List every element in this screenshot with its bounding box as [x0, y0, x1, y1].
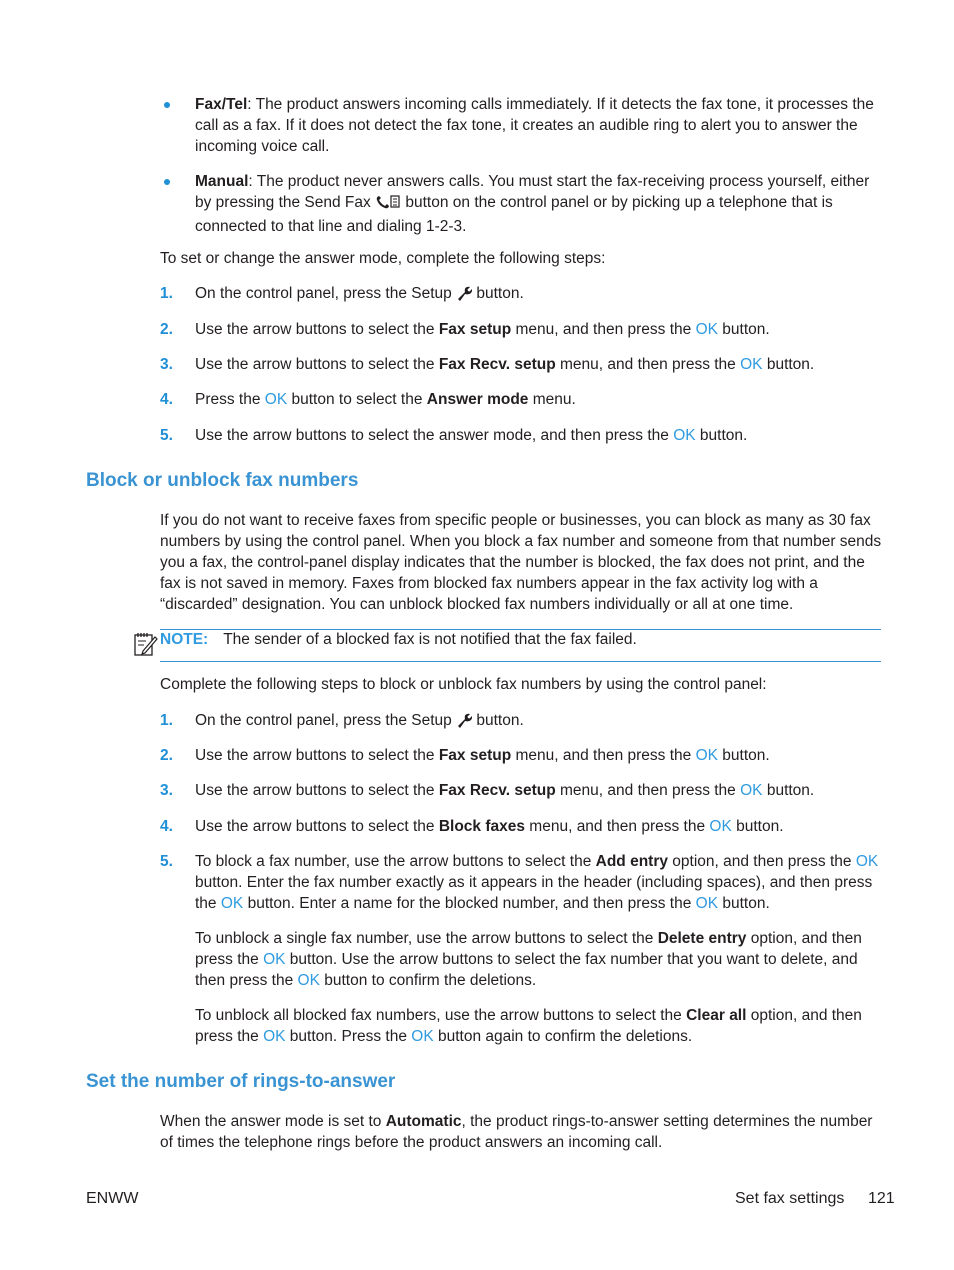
step-text: menu, and then press the: [511, 321, 696, 338]
step-text: button. Enter a name for the blocked number, and then press the: [243, 895, 696, 912]
ok-button-ref: OK: [709, 818, 732, 835]
step-item: [195, 780, 885, 801]
step-text: option, and then press the: [195, 1007, 862, 1045]
note-bottom-rule: [160, 661, 881, 662]
menu-name: Fax Recv. setup: [438, 782, 556, 799]
step-item: [195, 283, 885, 307]
note-text: The sender of a blocked fax is not notified that the fax failed.: [223, 631, 637, 648]
wrench-icon: [456, 712, 472, 734]
menu-name: Add entry: [595, 853, 668, 870]
step-text: button. Use the arrow buttons to select the fax number that you want to delete, and then press the: [195, 951, 858, 989]
note-label: NOTE:: [160, 631, 209, 648]
step-number: 5.: [160, 853, 173, 870]
step-text: button. Press the: [285, 1028, 412, 1045]
menu-name: Delete entry: [657, 930, 747, 947]
step-text: To unblock a single fax number, use the arrow buttons to select the: [195, 930, 658, 947]
note: [160, 629, 881, 650]
step-text: button again to confirm the deletions.: [433, 1028, 693, 1045]
menu-name: Fax setup: [438, 747, 512, 764]
bullet-manual: [195, 171, 885, 237]
menu-name: Fax Recv. setup: [438, 356, 556, 373]
step-text: button.: [718, 747, 770, 764]
ok-button-ref: OK: [264, 391, 288, 408]
bullet-text: button on the control panel or by picking up a telephone that is connected to that line and dialing 1-2-3.: [195, 194, 833, 235]
step-text: menu, and then press the: [555, 356, 741, 373]
ok-button-ref: OK: [855, 853, 879, 870]
step-number: 3.: [160, 356, 173, 373]
page-number: 121: [868, 1190, 895, 1207]
step-item: [195, 745, 885, 766]
para-text: , the product rings-to-answer setting determines the number of times the telephone rings before the product answers an incoming call.: [160, 1113, 873, 1151]
ok-button-ref: OK: [740, 356, 763, 373]
rings-paragraph: [160, 1111, 885, 1153]
ok-button-ref: OK: [220, 895, 244, 912]
step-number: 4.: [160, 818, 173, 835]
bullet-text: : The product answers incoming calls immediately. If it detects the fax tone, it processes the call as a fax. If it does not detect the fax tone, it creates an audible ring to alert you to answer the incoming voice call.: [195, 96, 874, 155]
step-item: [195, 389, 885, 410]
step-text: button.: [695, 427, 748, 444]
ok-button-ref: OK: [695, 747, 718, 764]
step-item: [195, 354, 885, 375]
step-number: 5.: [160, 427, 173, 444]
block-fax-paragraph: If you do not want to receive faxes from specific people or businesses, you can block as many as 30 fax numbers by using the control panel. When you block a fax number and someone from that number sends you a fax, the control-panel display indicates that the number is blocked, the fax does not print, and the fax is not saved in memory. Faxes from blocked fax numbers appear in the fax activity log with a “discarded” designation. You can unblock blocked fax numbers individually or all at one time.: [160, 512, 882, 613]
bullet-text: : The product never answers calls. You must start the fax-receiving process yourself, either by pressing the Send Fax: [195, 173, 870, 211]
ok-button-ref: OK: [740, 782, 763, 799]
step-text: button.: [472, 712, 524, 729]
menu-name: Fax setup: [438, 321, 512, 338]
step-sub-paragraph-delete: [195, 928, 885, 991]
step-text: menu, and then press the: [555, 782, 741, 799]
footer-left: ENWW: [86, 1190, 139, 1207]
step-text: button to select the: [287, 391, 427, 408]
section-heading-rings: Set the number of rings-to-answer: [86, 1071, 396, 1092]
step-text: button.: [718, 321, 770, 338]
step-text: To unblock all blocked fax numbers, use the arrow buttons to select the: [195, 1007, 687, 1024]
step-text: Use the arrow buttons to select the: [195, 321, 439, 338]
wrench-icon: [456, 285, 472, 307]
step-item: [195, 425, 885, 446]
step-item: [195, 710, 885, 734]
step-item: [195, 319, 885, 340]
step-text: button. Enter the fax number exactly as it appears in the header (including spaces), and then press the: [195, 874, 873, 912]
step-text: button.: [762, 782, 815, 799]
step-text: button.: [731, 818, 784, 835]
bullet-term: Fax/Tel: [195, 96, 248, 113]
ok-button-ref: OK: [695, 321, 718, 338]
ok-button-ref: OK: [411, 1028, 434, 1045]
footer-section: Set fax settings: [735, 1190, 845, 1207]
ok-button-ref: OK: [263, 951, 286, 968]
step-text: Press the: [195, 391, 265, 408]
step-text: menu, and then press the: [511, 747, 696, 764]
step-text: Use the arrow buttons to select the: [195, 747, 439, 764]
step-item: [195, 816, 885, 837]
menu-name: Block faxes: [438, 818, 525, 835]
step-text: Use the arrow buttons to select the: [195, 818, 439, 835]
intro-answer-mode: To set or change the answer mode, complete the following steps:: [160, 250, 606, 267]
step-item: [195, 851, 885, 914]
ok-button-ref: OK: [695, 895, 719, 912]
step-text: menu.: [528, 391, 576, 408]
step-text: button.: [472, 285, 524, 302]
ok-button-ref: OK: [673, 427, 696, 444]
step-number: 1.: [160, 285, 173, 302]
note-icon: [133, 631, 159, 663]
step-text: To block a fax number, use the arrow buttons to select the: [195, 853, 596, 870]
ok-button-ref: OK: [297, 972, 320, 989]
step-text: Use the arrow buttons to select the answer mode, and then press the: [195, 427, 674, 444]
step-number: 3.: [160, 782, 173, 799]
section-heading-block-fax: Block or unblock fax numbers: [86, 470, 359, 491]
bullet-marker: [164, 102, 170, 108]
intro-block-steps: Complete the following steps to block or unblock fax numbers by using the control panel:: [160, 676, 767, 693]
step-number: 4.: [160, 391, 173, 408]
step-text: option, and then press the: [667, 853, 856, 870]
bullet-marker: [164, 179, 170, 185]
step-text: menu, and then press the: [525, 818, 710, 835]
step-number: 1.: [160, 712, 173, 729]
ok-button-ref: OK: [263, 1028, 286, 1045]
para-text: When the answer mode is set to: [160, 1113, 386, 1130]
step-text: button.: [718, 895, 770, 912]
bullet-term: Manual: [195, 173, 249, 190]
step-text: Use the arrow buttons to select the: [195, 782, 439, 799]
step-text: On the control panel, press the Setup: [195, 285, 457, 302]
send-fax-icon: [375, 194, 401, 216]
menu-name: Clear all: [686, 1007, 747, 1024]
step-number: 2.: [160, 747, 173, 764]
step-text: button to confirm the deletions.: [319, 972, 537, 989]
step-sub-paragraph-clear: [195, 1005, 885, 1047]
step-text: option, and then press the: [195, 930, 862, 968]
step-text: Use the arrow buttons to select the: [195, 356, 439, 373]
step-text: On the control panel, press the Setup: [195, 712, 457, 729]
bullet-fax-tel: [195, 94, 885, 157]
step-number: 2.: [160, 321, 173, 338]
step-text: button.: [762, 356, 815, 373]
mode-name: Automatic: [385, 1113, 462, 1130]
menu-name: Answer mode: [426, 391, 529, 408]
